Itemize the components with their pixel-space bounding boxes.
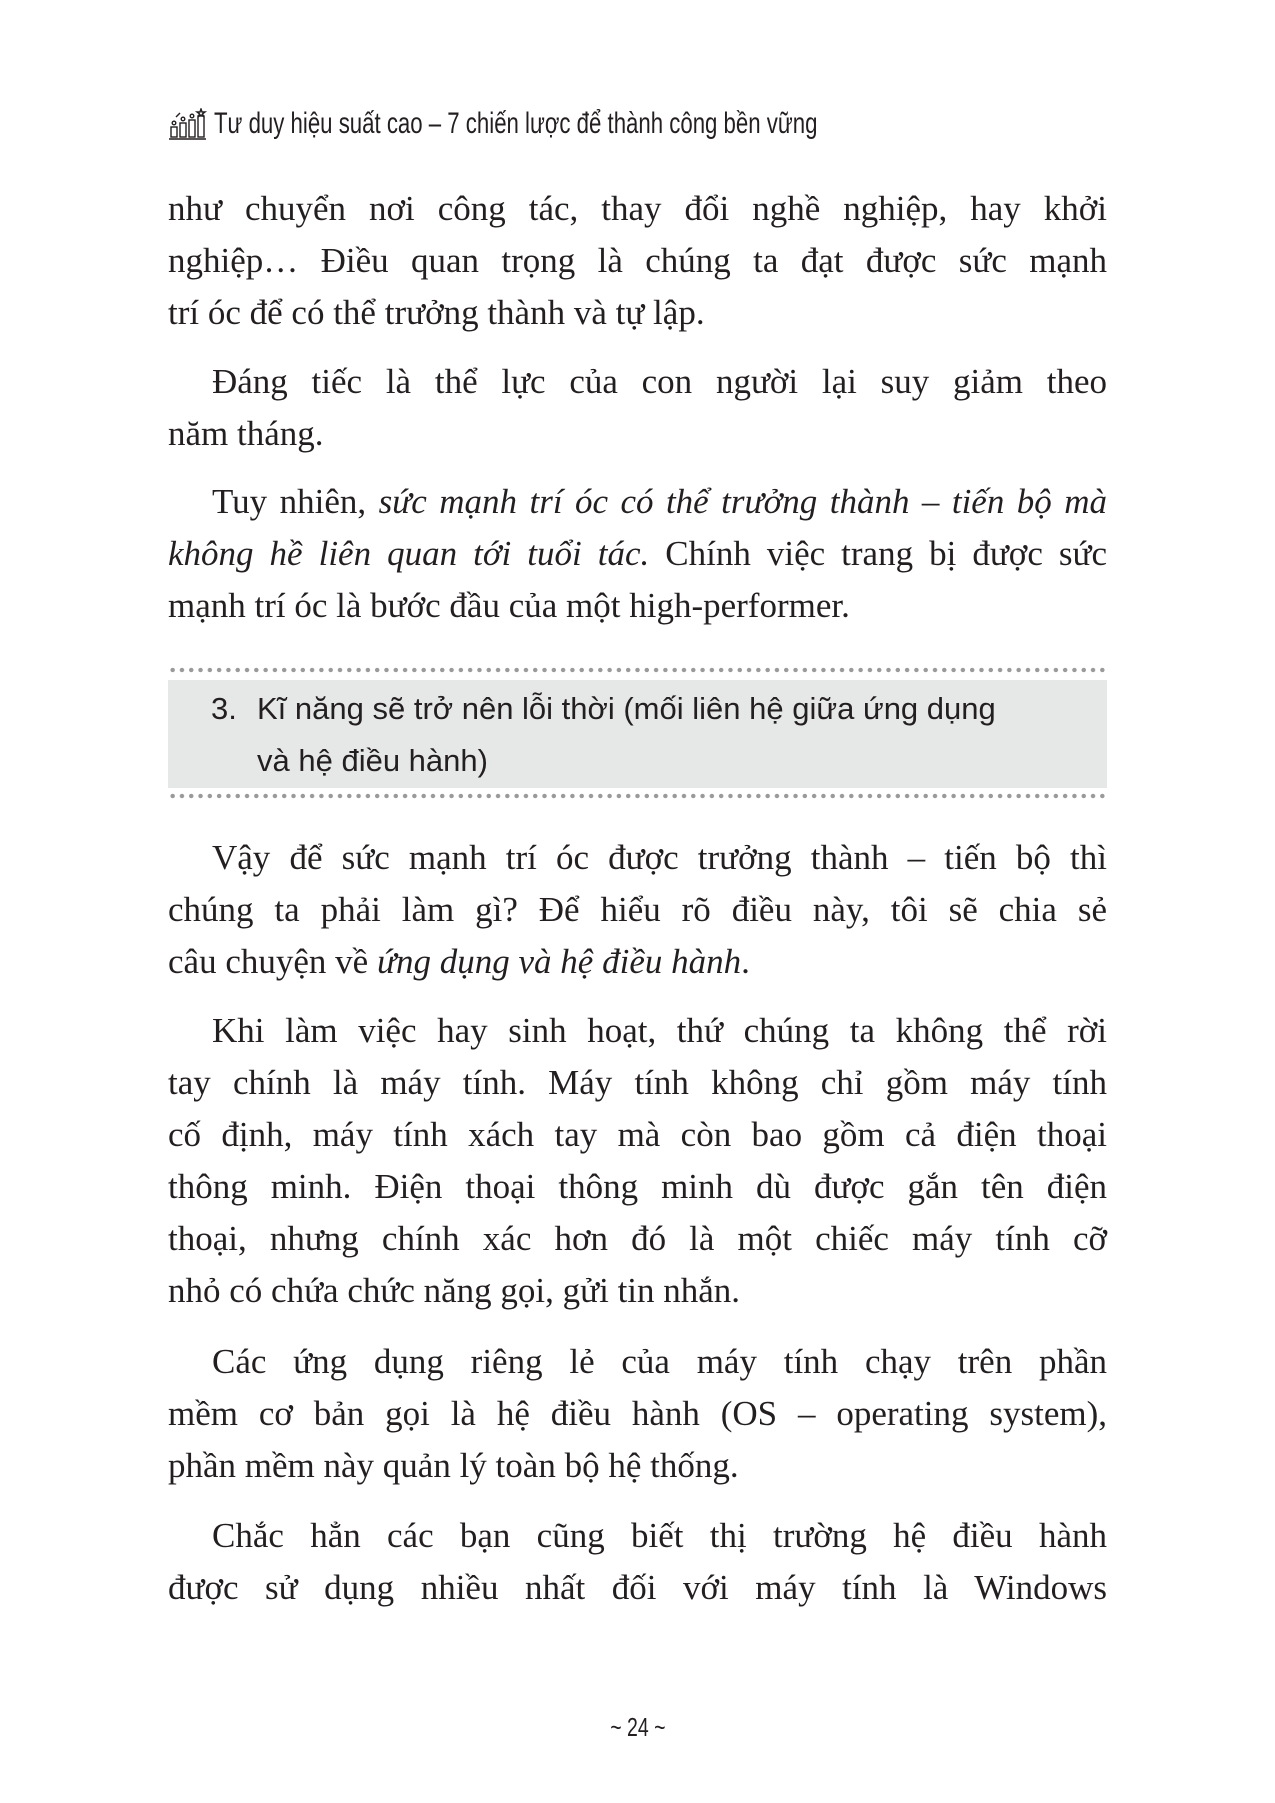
text: nhỏ có chứa chức năng gọi, gửi tin nhắn. <box>168 1271 741 1310</box>
text-line <box>168 528 1107 580</box>
text-line <box>168 1005 1107 1057</box>
text: Chính việc trang bị được sức <box>649 534 1107 573</box>
italic-text: không hề liên quan tới tuổi tác. <box>168 534 650 573</box>
paragraph <box>168 183 1107 339</box>
section-heading-line: Kĩ năng sẽ trở nên lỗi thời (mối liên hệ giữa ứng dụng <box>257 691 996 726</box>
text: năm tháng. <box>168 414 324 453</box>
paragraph <box>168 1005 1107 1317</box>
text-line <box>168 1057 1107 1109</box>
text: câu chuyện về <box>168 942 377 981</box>
running-head <box>168 104 1029 144</box>
section-heading <box>168 680 1107 788</box>
paragraph <box>168 476 1107 632</box>
text-line <box>168 1213 1107 1265</box>
text: chúng ta phải làm gì? Để hiểu rõ điều này, tôi sẽ chia sẻ <box>168 890 1107 929</box>
section-number: 3. <box>211 691 237 726</box>
text: nghiệp… Điều quan trọng là chúng ta đạt được sức mạnh <box>168 241 1107 280</box>
text-line <box>168 580 1107 632</box>
text: Chắc hẳn các bạn cũng biết thị trường hệ điều hành <box>212 1516 1107 1555</box>
dotted-divider-bottom <box>168 793 1107 799</box>
text: Đáng tiếc là thể lực của con người lại suy giảm theo <box>212 362 1107 401</box>
paragraph <box>168 1336 1107 1492</box>
text: tay chính là máy tính. Máy tính không chỉ gồm máy tính <box>168 1063 1107 1102</box>
text: mạnh trí óc là bước đầu của một high-performer. <box>168 586 850 625</box>
text-line <box>168 1109 1107 1161</box>
text: . <box>741 942 750 981</box>
text-line <box>168 1510 1107 1562</box>
text: Tuy nhiên, <box>212 482 379 521</box>
text-line <box>168 1265 1107 1317</box>
text-line <box>168 1562 1107 1614</box>
text: Khi làm việc hay sinh hoạt, thứ chúng ta không thể rời <box>212 1011 1107 1050</box>
text-line <box>168 1161 1107 1213</box>
italic-text: sức mạnh trí óc có thể trưởng thành – tiến bộ mà <box>378 482 1107 521</box>
text-line <box>168 936 1107 988</box>
italic-text: ứng dụng và hệ điều hành <box>376 942 742 981</box>
text-line <box>168 356 1107 408</box>
paragraph <box>168 1510 1107 1614</box>
text: mềm cơ bản gọi là hệ điều hành (OS – operating system), <box>168 1394 1107 1433</box>
text-line <box>168 476 1107 528</box>
paragraph <box>168 832 1107 988</box>
text-line <box>168 183 1107 235</box>
text: trí óc để có thể trưởng thành và tự lập. <box>168 293 705 332</box>
text-line <box>168 884 1107 936</box>
text: như chuyển nơi công tác, thay đổi nghề nghiệp, hay khởi <box>168 189 1107 228</box>
text: Các ứng dụng riêng lẻ của máy tính chạy trên phần <box>212 1342 1107 1381</box>
text-line <box>168 1388 1107 1440</box>
section-heading-line: và hệ điều hành) <box>257 743 488 778</box>
dotted-divider-top <box>168 667 1107 673</box>
text: phần mềm này quản lý toàn bộ hệ thống. <box>168 1446 739 1485</box>
text-line <box>168 832 1107 884</box>
text-line <box>168 1336 1107 1388</box>
page-number-text: ~ 24 ~ <box>609 1712 666 1742</box>
text-line <box>168 1440 1107 1492</box>
page-number <box>0 1712 1275 1743</box>
text-line <box>168 287 1107 339</box>
book-title: Tư duy hiệu suất cao – 7 chiến lược để thành công bền vững <box>214 107 818 140</box>
text: Vậy để sức mạnh trí óc được trưởng thành – tiến bộ thì <box>212 838 1107 877</box>
text-line <box>168 408 1107 460</box>
text: được sử dụng nhiều nhất đối với máy tính là Windows <box>168 1568 1107 1607</box>
text: thông minh. Điện thoại thông minh dù được gắn tên điện <box>168 1167 1107 1206</box>
text: cố định, máy tính xách tay mà còn bao gồm cả điện thoại <box>168 1115 1107 1154</box>
text: thoại, nhưng chính xác hơn đó là một chiếc máy tính cỡ <box>168 1219 1107 1258</box>
text-line <box>168 235 1107 287</box>
ranking-bars-stars-icon <box>168 108 208 140</box>
paragraph <box>168 356 1107 460</box>
